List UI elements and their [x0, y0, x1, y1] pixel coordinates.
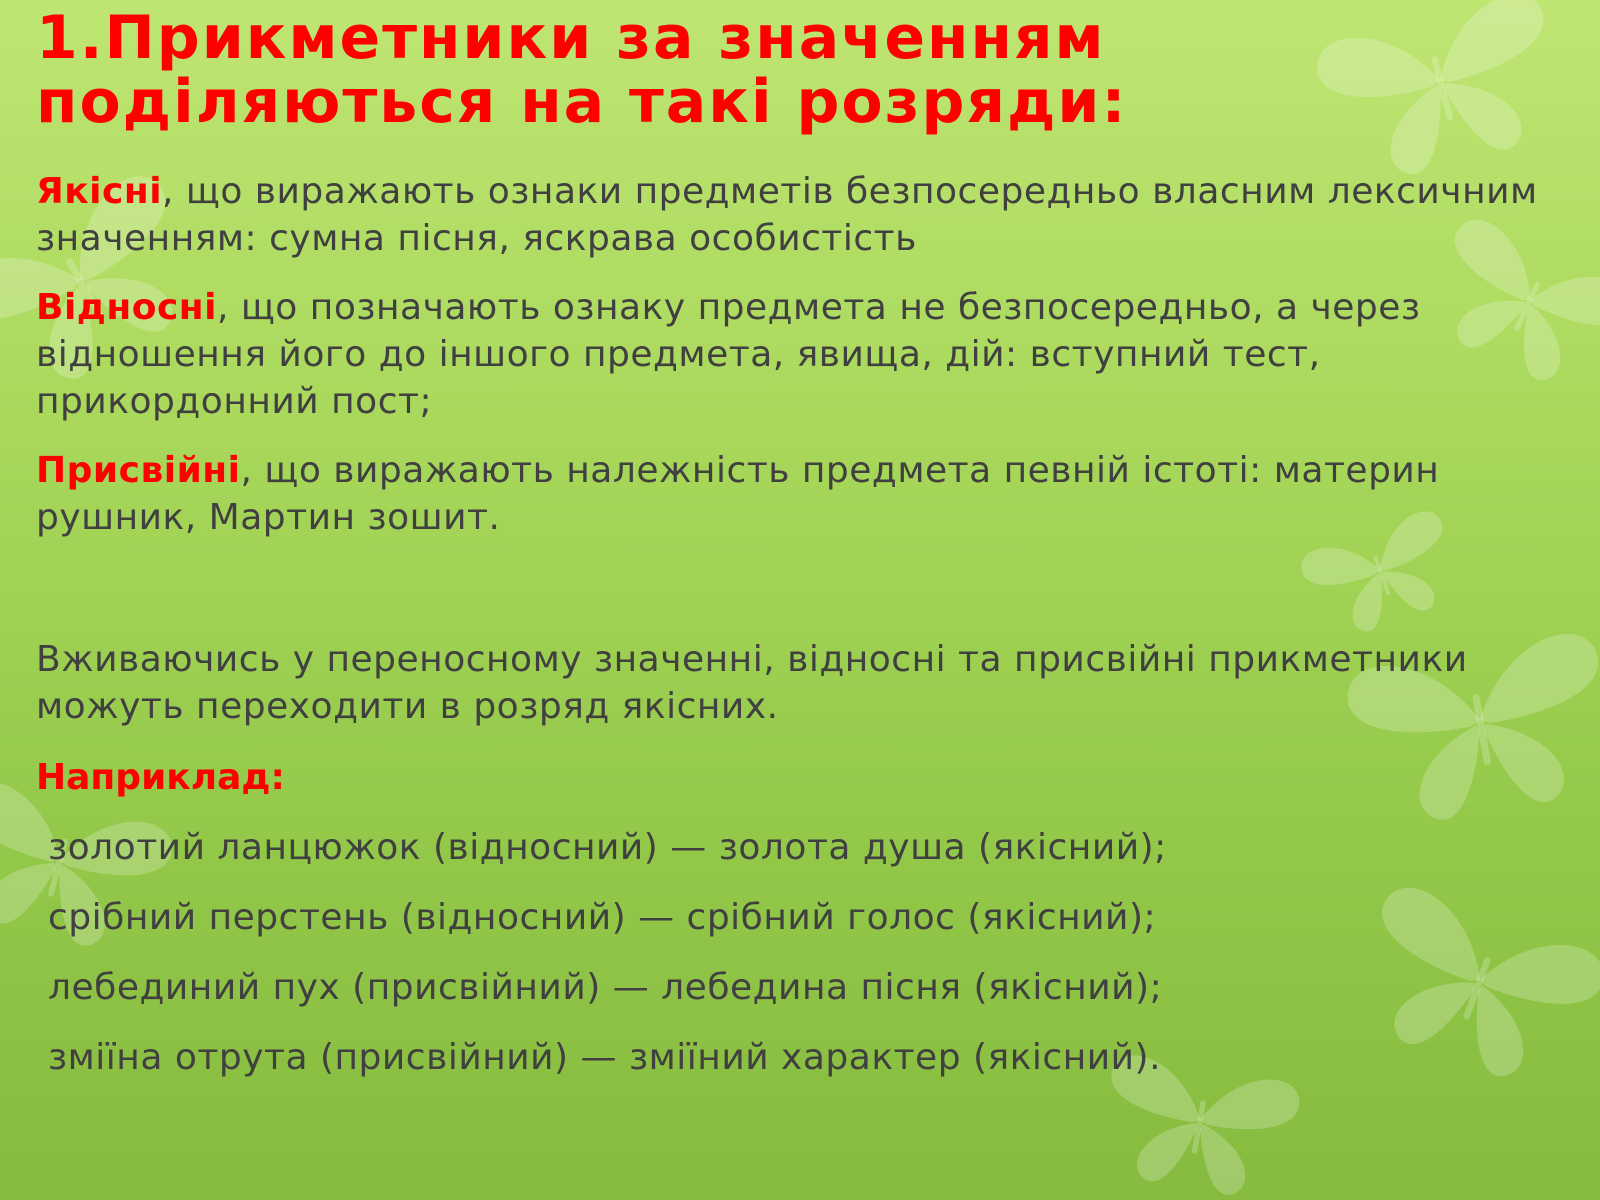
slide-content: [36, 0, 1576, 1081]
category-term: Якісні: [36, 171, 163, 212]
category-description: , що виражають належність предмета певній істоті: материн рушник, Мартин зошит.: [36, 450, 1440, 538]
category-term: Присвійні: [36, 450, 241, 491]
category-qualitative: [36, 168, 1576, 262]
category-relative: [36, 284, 1576, 425]
category-term: Відносні: [36, 287, 218, 328]
category-description: , що позначають ознаку предмета не безпосередньо, а через відношення його до іншого предмета, явища, дій: вступний тест, прикордонний пост;: [36, 287, 1421, 422]
example-item: зміїна отрута (присвійний) — зміїний характер (якісний).: [48, 1037, 1162, 1078]
example-item: срібний перстень (відносний) — срібний голос (якісний);: [48, 897, 1157, 938]
example-item: лебединий пух (присвійний) — лебедина пісня (якісний);: [48, 967, 1163, 1008]
example-label: Наприклад:: [36, 757, 285, 798]
transition-note: Вживаючись у переносному значенні, відносні та присвійні прикметники можуть переходити в розряд якісних.: [36, 639, 1468, 727]
category-possessive: [36, 447, 1576, 541]
slide-title: 1.Прикметники за значенням поділяються на такі розряди:: [36, 3, 1128, 137]
category-description: , що виражають ознаки предметів безпосередньо власним лексичним значенням: сумна пісня, яскрава особистість: [36, 171, 1538, 259]
example-list: [36, 824, 1576, 1081]
example-item: золотий ланцюжок (відносний) — золота душа (якісний);: [48, 827, 1167, 868]
